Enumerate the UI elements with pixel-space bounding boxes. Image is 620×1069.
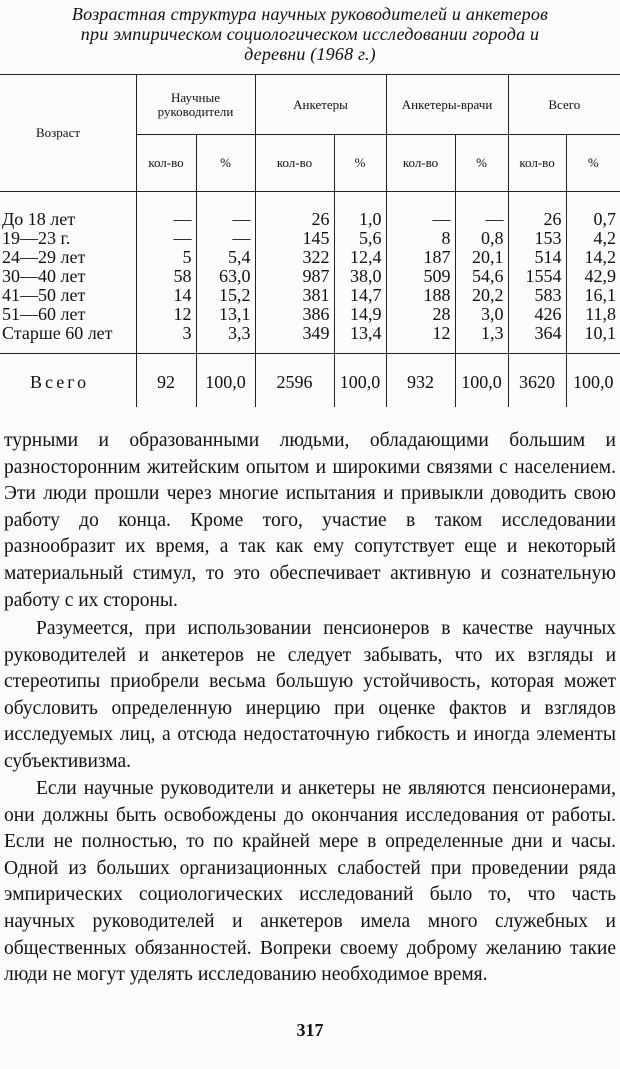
table-cell: 26 bbox=[255, 192, 334, 230]
table-cell: 932 bbox=[386, 354, 455, 408]
caption-line-3: деревни (1968 г.) bbox=[244, 44, 376, 64]
table-row bbox=[0, 286, 620, 305]
table-cell: 1,0 bbox=[334, 192, 386, 230]
body-paragraph: Разумеется, при использовании пенсионеров в качестве научных руководителей и анкетеров не следует забывать, что их взгляды и стереотипы приобрели весьма большую устойчивость, которая может обусловить определенную инерцию при оценке фактов и взглядов исследуемых лиц, а отсюда недостаточную гибкость и иногда элементы субъективизма. bbox=[4, 618, 616, 772]
table-cell: 92 bbox=[136, 354, 196, 408]
table-cell: 58 bbox=[136, 267, 196, 286]
caption-line-2: при эмпирическом социологическом исследовании города и bbox=[80, 24, 540, 44]
table-cell: 14,2 bbox=[566, 248, 620, 267]
table-cell: — bbox=[136, 192, 196, 230]
caption-line-1: Возрастная структура научных руководителей и анкетеров bbox=[71, 4, 549, 24]
table-cell: 100,0 bbox=[566, 354, 620, 408]
table-cell: 3 bbox=[136, 324, 196, 354]
table-cell: 15,2 bbox=[196, 286, 255, 305]
table-row bbox=[0, 305, 620, 324]
table-cell: 153 bbox=[508, 229, 566, 248]
table-cell: 13,4 bbox=[334, 324, 386, 354]
row-label: 24—29 лет bbox=[2, 248, 86, 267]
subheader-percent: % bbox=[566, 135, 620, 192]
table-cell: 5 bbox=[136, 248, 196, 267]
table-cell: 100,0 bbox=[455, 354, 508, 408]
table-cell: 54,6 bbox=[455, 267, 508, 286]
table-row bbox=[0, 192, 620, 230]
table-cell: 10,1 bbox=[566, 324, 620, 354]
table-cell: 11,8 bbox=[566, 305, 620, 324]
table-cell: — bbox=[386, 192, 455, 230]
table-cell: 20,2 bbox=[455, 286, 508, 305]
age-structure-table bbox=[0, 74, 620, 407]
table-cell: 583 bbox=[508, 286, 566, 305]
subheader-count: кол-во bbox=[386, 135, 455, 192]
page-number: 317 bbox=[296, 1020, 324, 1040]
table-cell: 2596 bbox=[255, 354, 334, 408]
table-cell: 1554 bbox=[508, 267, 566, 286]
table-cell: 3,3 bbox=[196, 324, 255, 354]
subheader-percent: % bbox=[455, 135, 508, 192]
age-column-header: Возраст bbox=[0, 75, 136, 192]
table-cell: 63,0 bbox=[196, 267, 255, 286]
table-cell: 4,2 bbox=[566, 229, 620, 248]
table-cell: 386 bbox=[255, 305, 334, 324]
table-cell: 12 bbox=[386, 324, 455, 354]
table-caption bbox=[20, 4, 600, 64]
subheader-count: кол-во bbox=[255, 135, 334, 192]
table-cell: 20,1 bbox=[455, 248, 508, 267]
table-body bbox=[0, 192, 620, 354]
table-cell: 28 bbox=[386, 305, 455, 324]
group-header-total: Всего bbox=[508, 75, 620, 135]
table-cell: 5,4 bbox=[196, 248, 255, 267]
table-row bbox=[0, 267, 620, 286]
row-label: 51—60 лет bbox=[2, 305, 86, 324]
group-header-doctor-interviewers: Анкетеры-врачи bbox=[386, 75, 508, 135]
table-cell: 145 bbox=[255, 229, 334, 248]
table-header-row bbox=[0, 75, 620, 135]
row-label: 19—23 г. bbox=[2, 229, 71, 248]
table-cell: 14 bbox=[136, 286, 196, 305]
table-cell: 0,8 bbox=[455, 229, 508, 248]
row-label: До 18 лет bbox=[2, 209, 76, 229]
table-cell: 26 bbox=[508, 192, 566, 230]
table-cell: 426 bbox=[508, 305, 566, 324]
total-label: Всего bbox=[0, 354, 136, 408]
table-cell: — bbox=[196, 229, 255, 248]
table-cell: 381 bbox=[255, 286, 334, 305]
group-header-supervisors: Научные руководители bbox=[136, 75, 255, 135]
table-cell: 509 bbox=[386, 267, 455, 286]
table-cell: 3,0 bbox=[455, 305, 508, 324]
table-cell: — bbox=[136, 229, 196, 248]
body-paragraph: турными и образованными людьми, обладающими большим и разносторонним житейским опытом и широкими связями с населением. Эти люди прошли через многие испытания и привыкли доводить свою работу до конца. Кроме того, участие в таком исследовании разнообразит их время, а так как ему сопутствует еще и некоторый материальный стимул, то это обеспечивает активную и сознательную работу с их стороны. bbox=[4, 430, 616, 611]
table-row bbox=[0, 324, 620, 354]
table-cell: 42,9 bbox=[566, 267, 620, 286]
table-cell: 3620 bbox=[508, 354, 566, 408]
table-cell: 987 bbox=[255, 267, 334, 286]
subheader-count: кол-во bbox=[136, 135, 196, 192]
table-cell: 16,1 bbox=[566, 286, 620, 305]
table-cell: 349 bbox=[255, 324, 334, 354]
row-label: 30—40 лет bbox=[2, 267, 86, 286]
row-label: 41—50 лет bbox=[2, 286, 86, 305]
group-header-interviewers: Анкетеры bbox=[255, 75, 386, 135]
row-label: Старше 60 лет bbox=[2, 324, 113, 343]
table-cell: — bbox=[196, 192, 255, 230]
table-cell: 14,9 bbox=[334, 305, 386, 324]
table-cell: 8 bbox=[386, 229, 455, 248]
table-cell: 100,0 bbox=[334, 354, 386, 408]
table-cell: 0,7 bbox=[566, 192, 620, 230]
table-cell: 100,0 bbox=[196, 354, 255, 408]
table-cell: 12 bbox=[136, 305, 196, 324]
table-cell: 12,4 bbox=[334, 248, 386, 267]
table-cell: 14,7 bbox=[334, 286, 386, 305]
table-cell: 322 bbox=[255, 248, 334, 267]
table-cell: 187 bbox=[386, 248, 455, 267]
table-cell: 13,1 bbox=[196, 305, 255, 324]
table-cell: 1,3 bbox=[455, 324, 508, 354]
subheader-count: кол-во bbox=[508, 135, 566, 192]
table-cell: 188 bbox=[386, 286, 455, 305]
subheader-percent: % bbox=[334, 135, 386, 192]
table-cell: 514 bbox=[508, 248, 566, 267]
table-row bbox=[0, 229, 620, 248]
subheader-percent: % bbox=[196, 135, 255, 192]
table-cell: 364 bbox=[508, 324, 566, 354]
table-cell: 5,6 bbox=[334, 229, 386, 248]
table-total-row bbox=[0, 354, 620, 408]
table-cell: 38,0 bbox=[334, 267, 386, 286]
table-cell: — bbox=[455, 192, 508, 230]
body-paragraph: Если научные руководители и анкетеры не являются пенсионерами, они должны быть освобождены до окончания исследования от работы. Если не полностью, то по крайней мере в определенные дни и часы. Одной из больших организационных слабостей при проведении ряда эмпирических социологических исследований было то, что часть научных руководителей и анкетеров имела много служебных и общественных обязанностей. Вопреки своему доброму желанию такие люди не могут уделять исследованию необходимое время. bbox=[4, 778, 616, 986]
table-row bbox=[0, 248, 620, 267]
